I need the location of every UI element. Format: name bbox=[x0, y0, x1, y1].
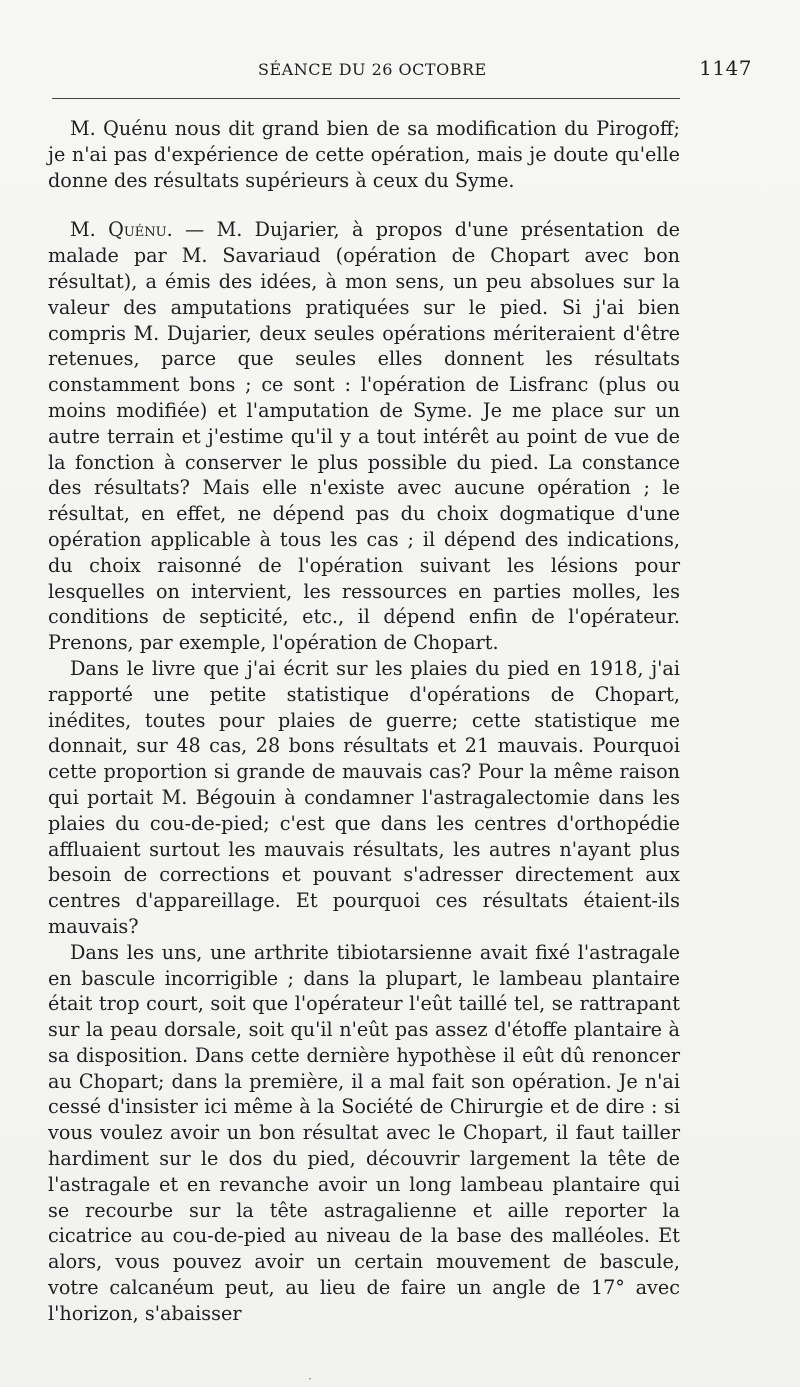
speaker-name: M. Quénu. bbox=[70, 218, 173, 242]
running-head bbox=[48, 56, 752, 86]
page-speck: · bbox=[308, 1372, 312, 1386]
page-number: 1147 bbox=[699, 56, 752, 80]
paragraph-4: Dans les uns, une arthrite tibiotarsienne avait fixé l'astragale en bascule incorrigible ; dans la plupart, le lambeau plantaire était trop court, soit que l'opérateur l'eût taillé tel, se rattrapant sur la peau dorsale, soit qu'il n'eût pas assez d'étoffe plantaire à sa disposition. Dans cette dernière hypothèse il eût dû renoncer au Chopart; dans la première, il a mal fait son opération. Je n'ai cessé d'insister ici même à la Société de Chirurgie et de dire : si vous voulez avoir un bon résultat avec le Chopart, il faut tailler hardiment sur le dos du pied, découvrir largement la tête de l'astragale et en revanche avoir un long lambeau plantaire qui se recourbe sur la tête astragalienne et aille reporter la cicatrice au cou-de-pied au niveau de la base des malléoles. Et alors, vous pouvez avoir un certain mouvement de bascule, votre calcanéum peut, au lieu de faire un angle de 17° avec l'horizon, s'abaisser bbox=[48, 940, 680, 1325]
running-title: SÉANCE DU 26 OCTOBRE bbox=[258, 60, 487, 79]
body-text bbox=[48, 116, 680, 1327]
paragraph-1: M. Quénu nous dit grand bien de sa modification du Pirogoff; je n'ai pas d'expérience de cette opération, mais je doute qu'elle donne des résultats supérieurs à ceux du Syme. bbox=[48, 117, 680, 192]
header-rule bbox=[52, 98, 680, 99]
paragraph-3: Dans le livre que j'ai écrit sur les plaies du pied en 1918, j'ai rapporté une petite statistique d'opérations de Chopart, inédites, toutes pour plaies de guerre; cette statistique me donnait, sur 48 cas, 28 bons résultats et 21 mauvais. Pourquoi cette proportion si grande de mauvais cas? Pour la même raison qui portait M. Bégouin à condamner l'astragalectomie dans les plaies du cou-de-pied; c'est que dans les centres d'orthopédie affluaient surtout les mauvais résultats, les autres n'ayant plus besoin de corrections et pouvant s'adresser directement aux centres d'appareillage. Et pourquoi ces résultats étaient-ils mauvais? bbox=[48, 656, 680, 938]
paragraph-2 bbox=[48, 217, 680, 656]
paragraph-2-text: — M. Dujarier, à propos d'une présentation de malade par M. Savariaud (opération de Chopart avec bon résultat), a émis des idées, à mon sens, un peu absolues sur la valeur des amputations pratiquées sur le pied. Si j'ai bien compris M. Dujarier, deux seules opérations mériteraient d'être retenues, parce que seules elles donnent les résultats constamment bons ; ce sont : l'opération de Lisfranc (plus ou moins modifiée) et l'amputation de Syme. Je me place sur un autre terrain et j'estime qu'il y a tout intérêt au point de vue de la fonction à conserver le plus possible du pied. La constance des résultats? Mais elle n'existe avec aucune opération ; le résultat, en effet, ne dépend pas du choix dogmatique d'une opération applicable à tous les cas ; il dépend des indications, du choix raisonné de l'opération suivant les lésions pour lesquelles on intervient, les ressources en parties molles, les conditions de septicité, etc., il dépend enfin de l'opérateur. Prenons, par exemple, l'opération de Chopart. bbox=[48, 218, 680, 655]
